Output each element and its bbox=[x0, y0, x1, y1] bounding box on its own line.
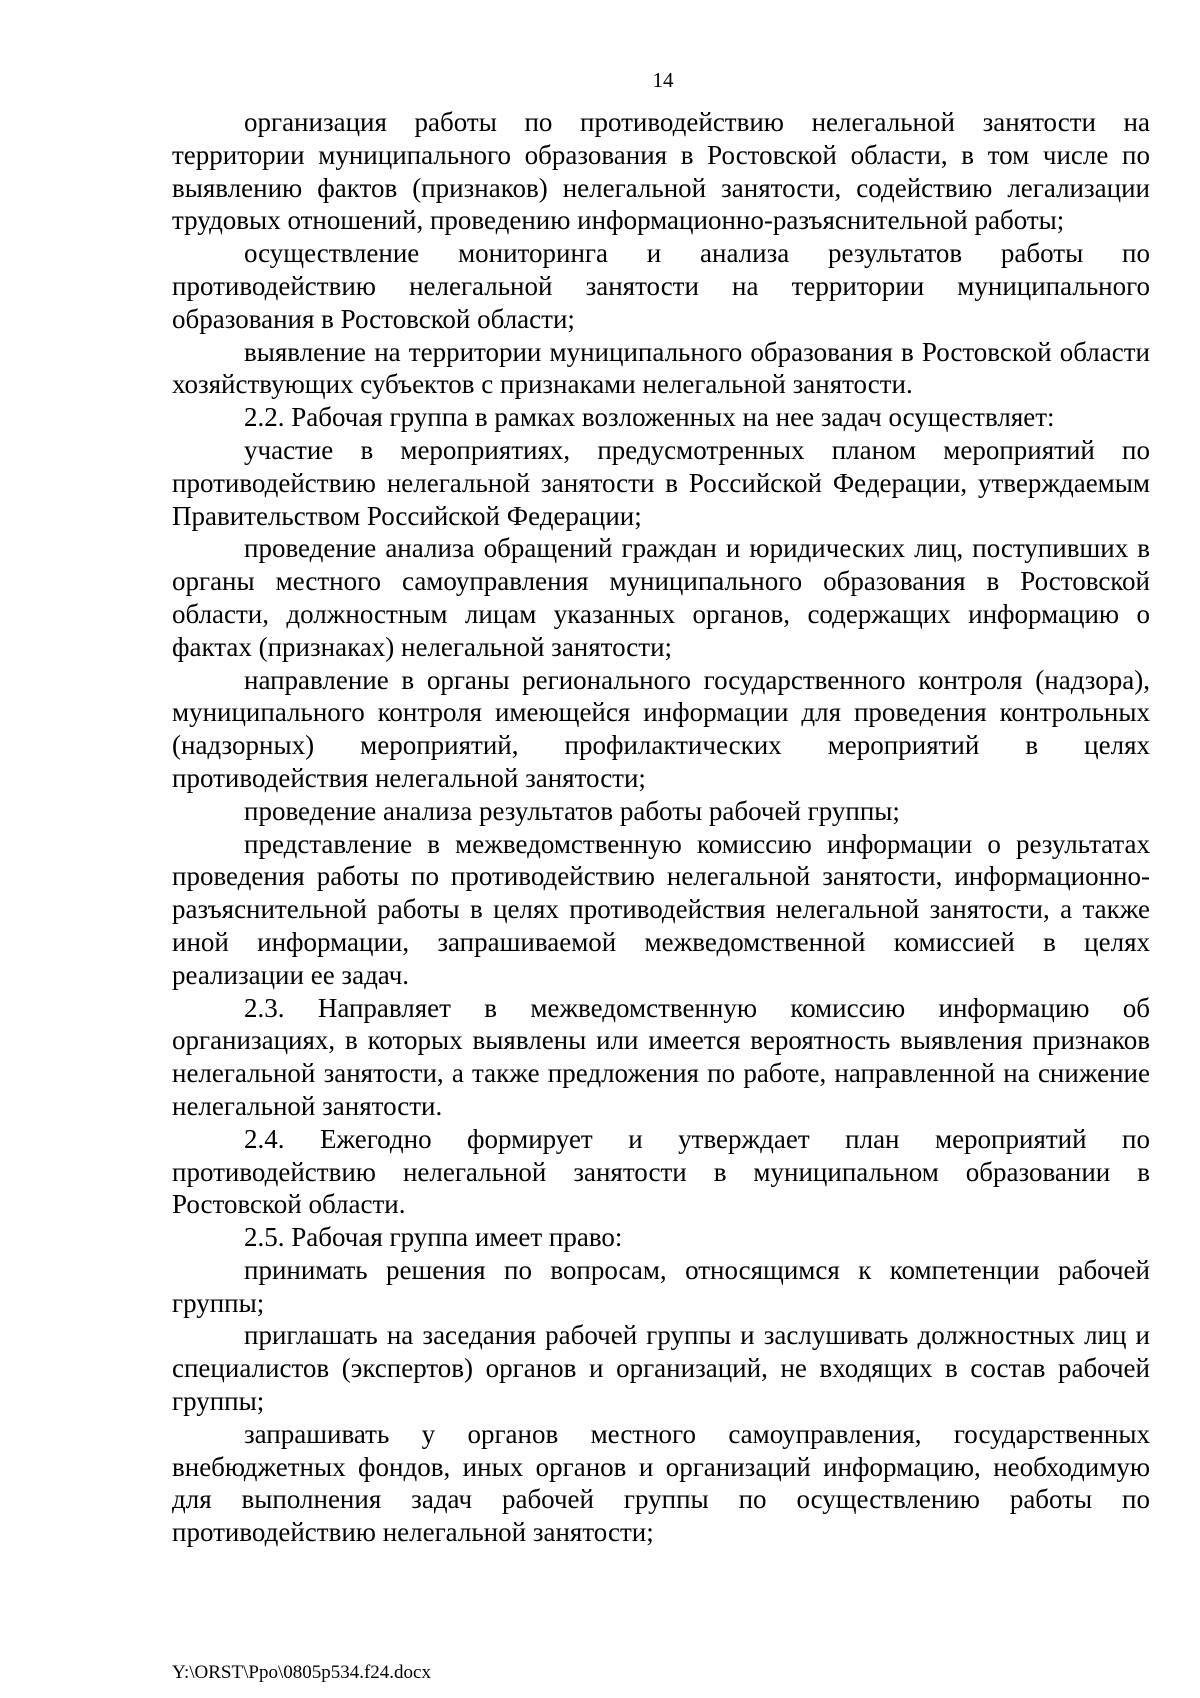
paragraph: проведение анализа обращений граждан и юридических лиц, поступивших в органы местного самоуправления муниципального образования в Ростовской области, должностным лицам указанных органов, содержащих информацию о фактах (признаках) нелегальной занятости; bbox=[172, 533, 1150, 662]
document-body bbox=[172, 106, 1150, 1549]
paragraph: 2.2. Рабочая группа в рамках возложенных на нее задач осуществляет: bbox=[244, 402, 1055, 433]
paragraph: принимать решения по вопросам, относящимся к компетенции рабочей группы; bbox=[172, 1254, 1150, 1318]
paragraph: представление в межведомственную комиссию информации о результатах проведения работы по противодействию нелегальной занятости, информационно-разъяснительной работы в целях противодействия нелегальной занятости, а также иной информации, запрашиваемой межведомственной комиссией в целях реализации ее задач. bbox=[172, 828, 1150, 990]
paragraph: 2.4. Ежегодно формирует и утверждает план мероприятий по противодействию нелегальной занятости в муниципальном образовании в Ростовской области. bbox=[172, 1123, 1150, 1220]
paragraph: направление в органы регионального государственного контроля (надзора), муниципального контроля имеющейся информации для проведения контрольных (надзорных) мероприятий, профилактических мероприятий в целях противодействия нелегальной занятости; bbox=[172, 664, 1150, 793]
file-path-footer: Y:\ORST\Ppo\0805p534.f24.docx bbox=[172, 1662, 431, 1683]
paragraph: запрашивать у органов местного самоуправления, государственных внебюджетных фондов, иных органов и организаций информацию, необходимую для выполнения задач рабочей группы по осуществлению работы по противодействию нелегальной занятости; bbox=[172, 1418, 1150, 1548]
paragraph: выявление на территории муниципального образования в Ростовской области хозяйствующих субъектов с признаками нелегальной занятости. bbox=[172, 336, 1150, 400]
paragraph: 2.5. Рабочая группа имеет право: bbox=[244, 1222, 623, 1253]
paragraph: 2.3. Направляет в межведомственную комиссию информацию об организациях, в которых выявлены или имеется вероятность выявления признаков нелегальной занятости, а также предложения по работе, направленной на снижение нелегальной занятости. bbox=[172, 992, 1150, 1121]
paragraph: проведение анализа результатов работы рабочей группы; bbox=[244, 795, 900, 826]
page-number: 14 bbox=[652, 68, 674, 92]
paragraph: осуществление мониторинга и анализа результатов работы по противодействию нелегальной занятости на территории муниципального образования в Ростовской области; bbox=[172, 238, 1150, 334]
paragraph: приглашать на заседания рабочей группы и заслушивать должностных лиц и специалистов (экспертов) органов и организаций, не входящих в состав рабочей группы; bbox=[172, 1320, 1150, 1417]
paragraph: организация работы по противодействию нелегальной занятости на территории муниципального образования в Ростовской области, в том числе по выявлению фактов (признаков) нелегальной занятости, содействию легализации трудовых отношений, проведению информационно-разъяснительной работы; bbox=[172, 107, 1150, 236]
paragraph: участие в мероприятиях, предусмотренных планом мероприятий по противодействию нелегальной занятости в Российской Федерации, утверждаемым Правительством Российской Федерации; bbox=[172, 434, 1150, 531]
